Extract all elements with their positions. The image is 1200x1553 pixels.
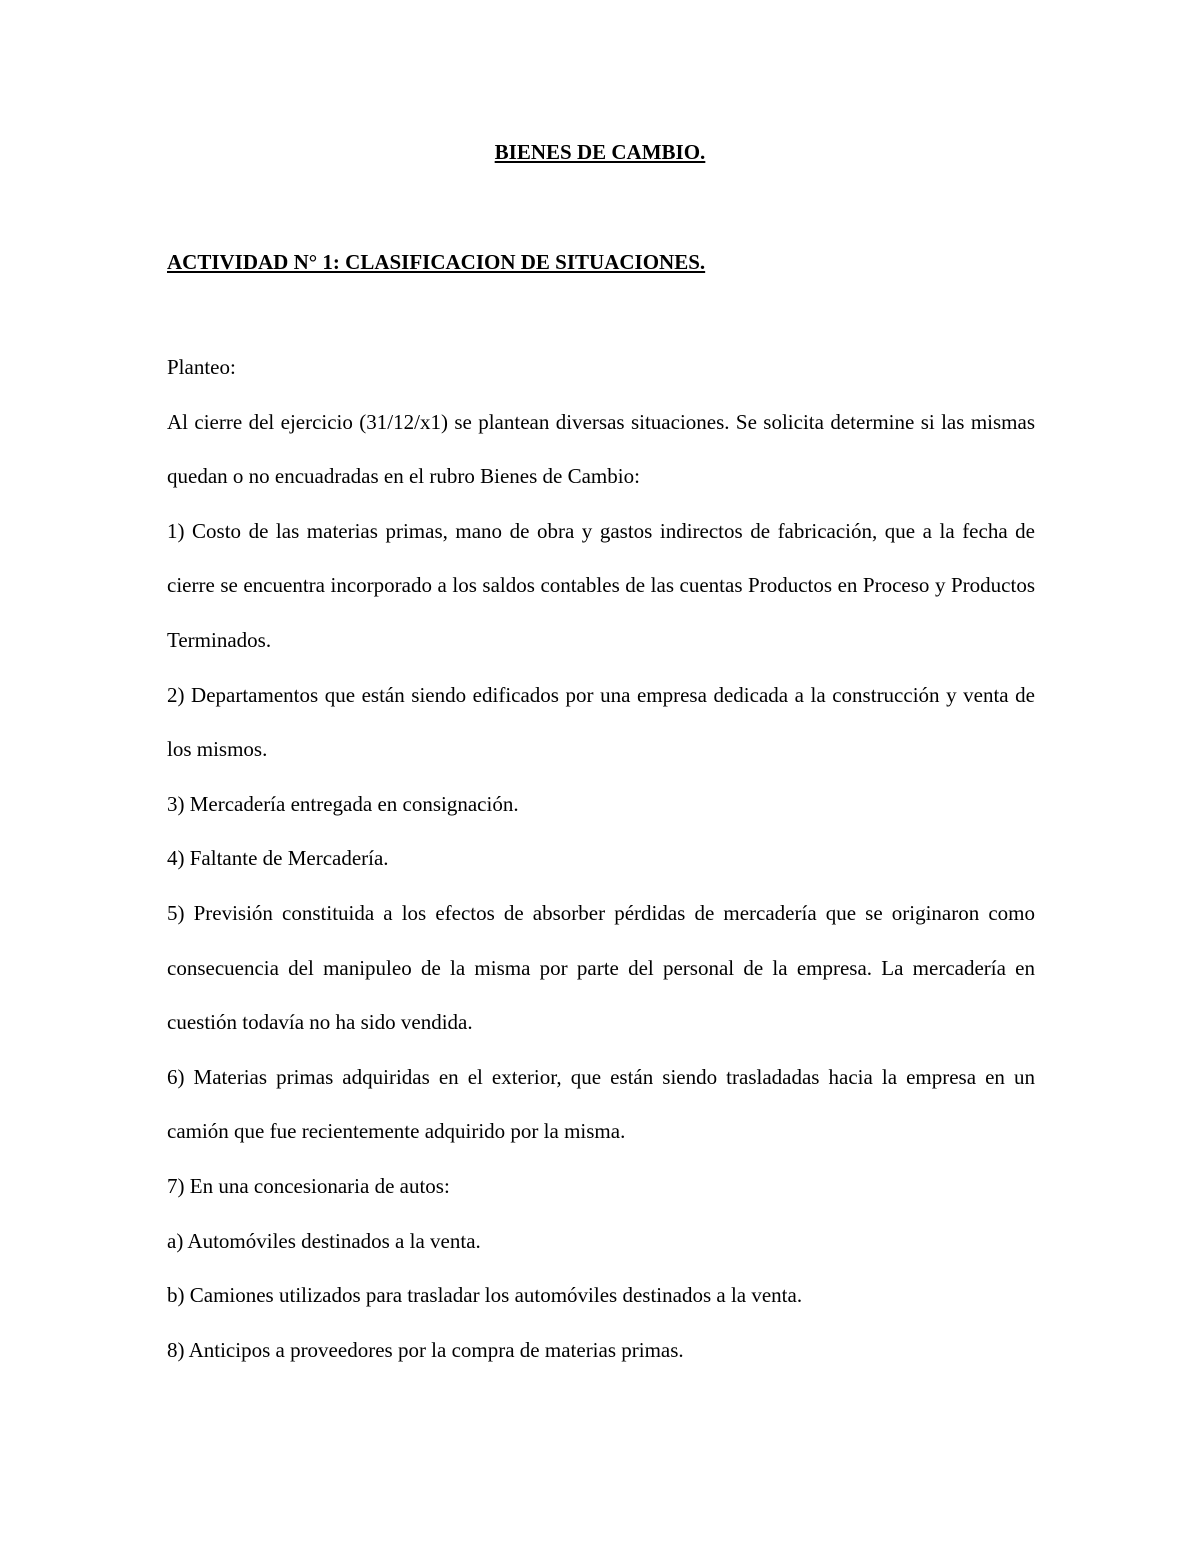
item-5: 5) Previsión constituida a los efectos de absorber pérdidas de mercadería que se originaron como consecuencia del manipuleo de la misma por parte del personal de la empresa. La mercadería en cuestión todavía no ha sido vendida.	[167, 900, 1035, 1035]
item-2: 2) Departamentos que están siendo edificados por una empresa dedicada a la construcción y venta de los mismos.	[167, 682, 1035, 762]
item-7: 7) En una concesionaria de autos:	[167, 1173, 450, 1198]
item-7a: a) Automóviles destinados a la venta.	[167, 1228, 481, 1253]
item-4: 4) Faltante de Mercadería.	[167, 846, 389, 871]
paragraph-intro: Al cierre del ejercicio (31/12/x1) se plantean diversas situaciones. Se solicita determine si las mismas quedan o no encuadradas en el rubro Bienes de Cambio:	[167, 409, 1035, 489]
item-6: 6) Materias primas adquiridas en el exterior, que están siendo trasladadas hacia la empresa en un camión que fue recientemente adquirido por la misma.	[167, 1064, 1035, 1144]
activity-title: ACTIVIDAD N° 1: CLASIFICACION DE SITUACIONES.	[167, 250, 706, 274]
item-7b: b) Camiones utilizados para trasladar los automóviles destinados a la venta.	[167, 1283, 803, 1308]
item-1: 1) Costo de las materias primas, mano de obra y gastos indirectos de fabricación, que a la fecha de cierre se encuentra incorporado a los saldos contables de las cuentas Productos en Proceso y Productos Terminados.	[167, 518, 1035, 652]
document-title: BIENES DE CAMBIO.	[494, 140, 706, 164]
paragraph-planteo: Planteo:	[167, 355, 236, 379]
item-8: 8) Anticipos a proveedores por la compra de materias primas.	[167, 1337, 684, 1362]
item-3: 3) Mercadería entregada en consignación.	[167, 791, 519, 816]
document-body	[167, 340, 1035, 1377]
